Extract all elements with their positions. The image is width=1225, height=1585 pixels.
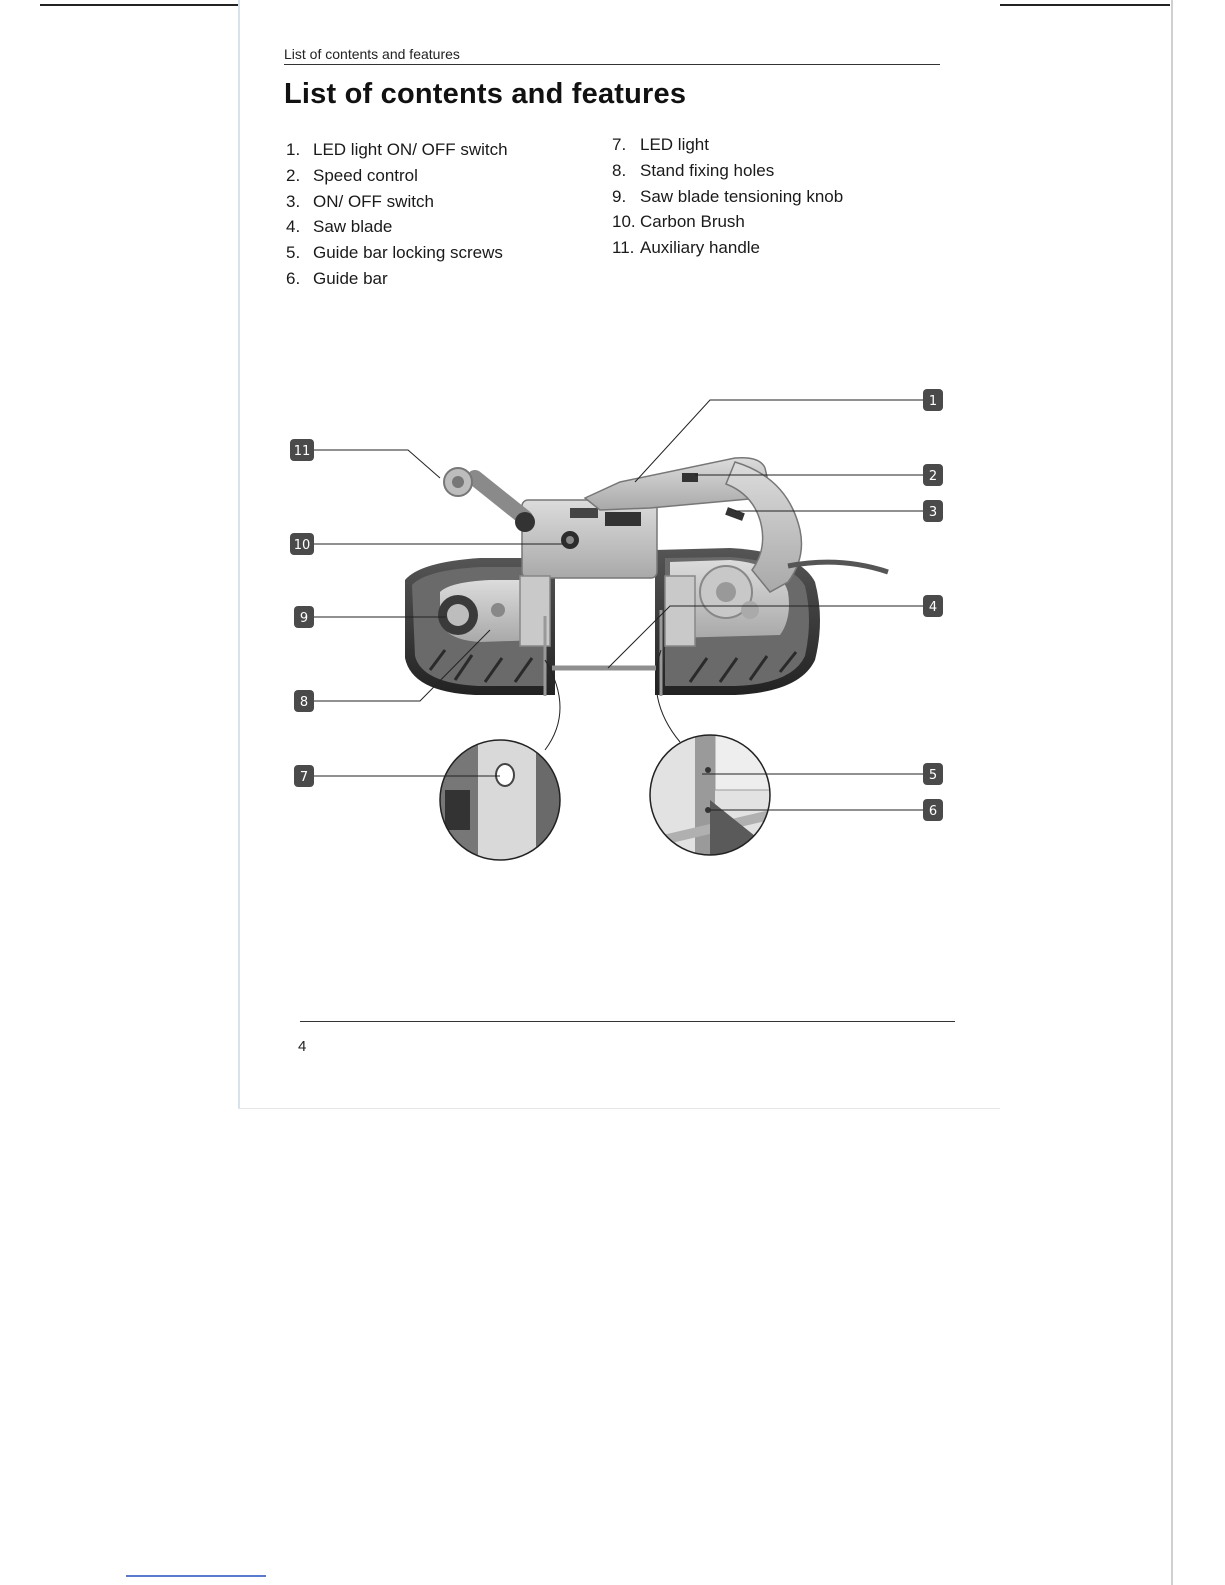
list-item bbox=[612, 132, 843, 158]
list-item bbox=[286, 189, 508, 215]
list-item bbox=[286, 266, 508, 292]
item-number: 7. bbox=[612, 135, 627, 154]
band-saw-diagram bbox=[240, 370, 1000, 890]
callout-9 bbox=[294, 606, 314, 628]
item-label: Carbon Brush bbox=[640, 212, 745, 232]
list-item bbox=[612, 158, 843, 184]
item-number: 9. bbox=[612, 186, 627, 206]
item-label: Stand fixing holes bbox=[640, 160, 775, 180]
callout-4 bbox=[923, 595, 943, 617]
page-number: 4 bbox=[298, 1038, 307, 1055]
band-saw-illustration bbox=[405, 458, 888, 696]
item-label: ON/ OFF switch bbox=[313, 191, 434, 211]
callout-5 bbox=[923, 763, 943, 785]
item-number: 1. bbox=[286, 140, 301, 159]
item-number: 3. bbox=[286, 191, 301, 211]
scan-edge-mark bbox=[126, 1575, 266, 1577]
callout-1 bbox=[923, 389, 943, 411]
callout-label: 1 bbox=[928, 394, 938, 409]
callout-label: 3 bbox=[928, 505, 938, 520]
callout-label: 2 bbox=[928, 469, 938, 484]
scan-edge-right bbox=[1171, 0, 1173, 1585]
feature-list-left bbox=[286, 137, 508, 292]
callout-3 bbox=[923, 500, 943, 522]
list-item bbox=[286, 214, 508, 240]
list-item bbox=[612, 235, 843, 261]
list-item bbox=[286, 163, 508, 189]
callout-11 bbox=[290, 439, 314, 461]
callout-6 bbox=[923, 799, 943, 821]
callout-label: 10 bbox=[293, 538, 311, 553]
page-title: List of contents and features bbox=[284, 78, 687, 110]
footer-rule bbox=[300, 1021, 955, 1022]
callout-10 bbox=[290, 533, 314, 555]
item-label: Guide bar bbox=[313, 268, 388, 288]
callout-label: 5 bbox=[928, 768, 938, 783]
list-item bbox=[286, 137, 508, 163]
list-item bbox=[612, 209, 843, 235]
item-label: Auxiliary handle bbox=[640, 238, 761, 258]
callout-label: 4 bbox=[928, 600, 938, 615]
item-label: LED light ON/ OFF switch bbox=[313, 140, 508, 159]
item-number: 4. bbox=[286, 217, 301, 237]
callout-label: 6 bbox=[928, 804, 938, 819]
item-label: Saw blade tensioning knob bbox=[640, 186, 844, 206]
callout-label: 8 bbox=[299, 695, 309, 710]
item-number: 11. bbox=[612, 238, 635, 258]
callout-label: 9 bbox=[299, 611, 309, 626]
feature-list-right bbox=[612, 132, 843, 261]
item-number: 10. bbox=[612, 212, 636, 232]
list-item bbox=[612, 184, 843, 210]
running-header: List of contents and features bbox=[284, 46, 460, 62]
item-number: 8. bbox=[612, 160, 627, 180]
item-number: 6. bbox=[286, 268, 301, 288]
header-rule bbox=[284, 64, 940, 65]
callout-label: 11 bbox=[293, 444, 311, 459]
callout-7 bbox=[294, 765, 314, 787]
item-label: Saw blade bbox=[313, 217, 393, 237]
item-label: LED light bbox=[640, 135, 709, 154]
callout-8 bbox=[294, 690, 314, 712]
item-label: Guide bar locking screws bbox=[313, 243, 503, 263]
callout-label: 7 bbox=[299, 770, 309, 785]
item-label: Speed control bbox=[313, 165, 418, 185]
item-number: 2. bbox=[286, 165, 301, 185]
list-item bbox=[286, 240, 508, 266]
callout-2 bbox=[923, 464, 943, 486]
manual-page bbox=[238, 0, 1000, 1109]
item-number: 5. bbox=[286, 243, 301, 263]
